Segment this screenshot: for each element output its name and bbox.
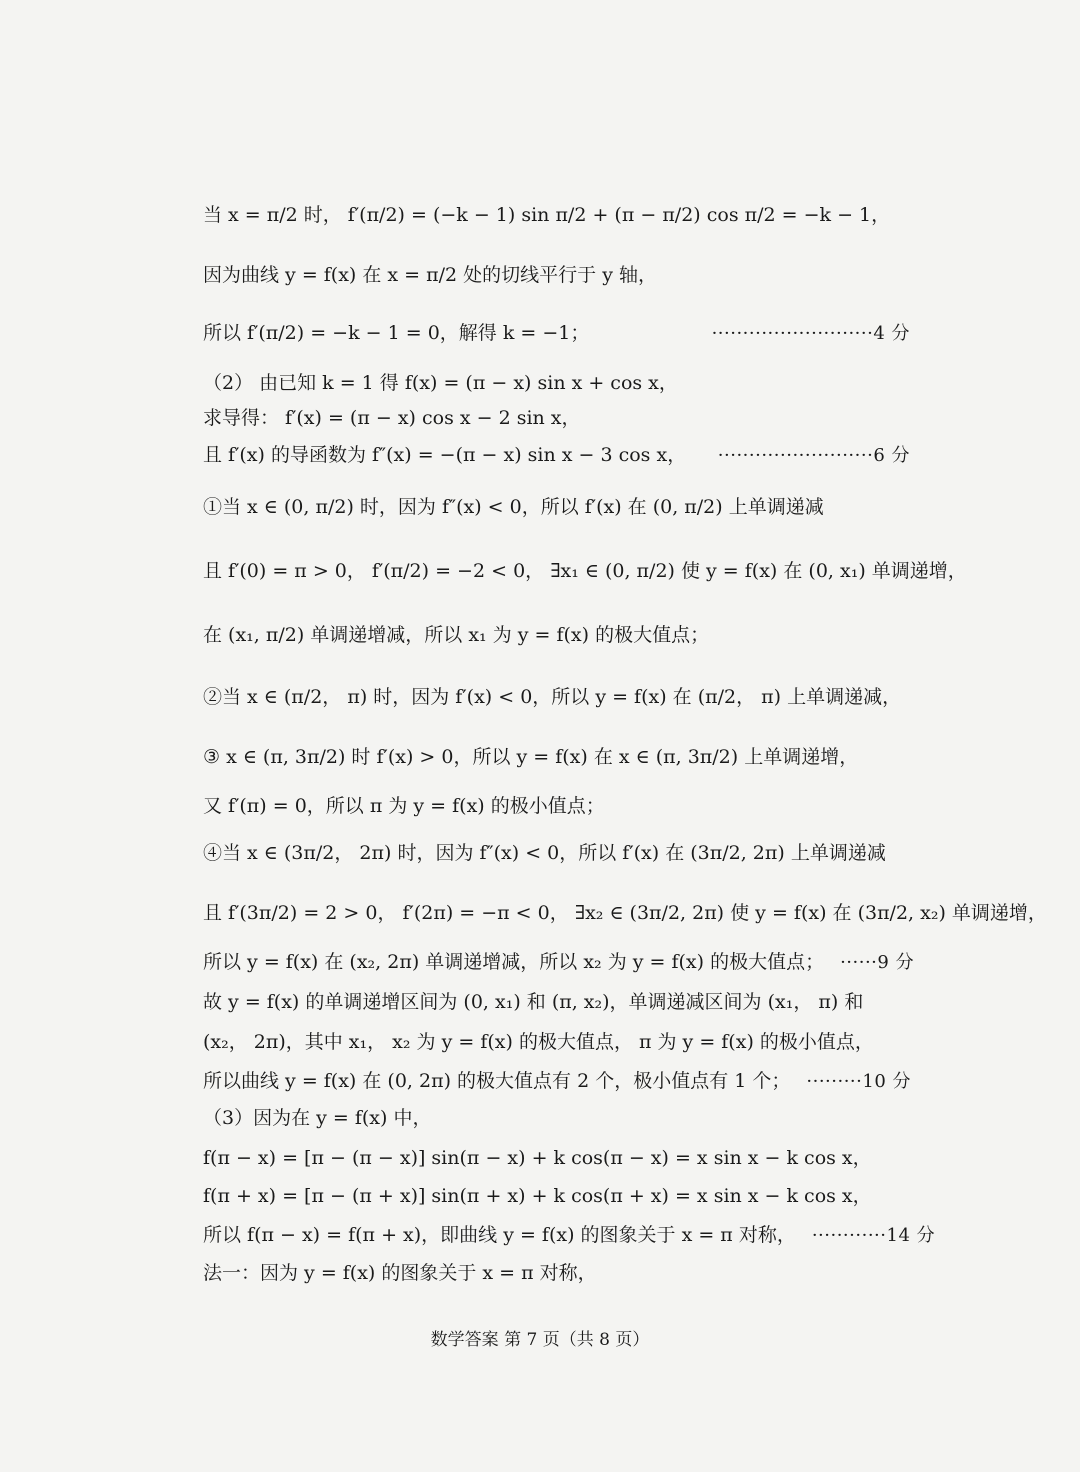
score-marker: ··························4 分 xyxy=(711,322,910,344)
line-text: ①当 x ∈ (0, π/2) 时，因为 f″(x) < 0，所以 f′(x) 在 (0, π/2) 上单调递减 xyxy=(203,496,824,518)
solution-line xyxy=(203,1220,936,1247)
solution-line xyxy=(203,368,910,395)
line-text: 因为曲线 y = f(x) 在 x = π/2 处的切线平行于 y 轴， xyxy=(203,264,657,286)
solution-line xyxy=(203,1258,910,1285)
line-text: ②当 x ∈ (π/2， π) 时，因为 f′(x) < 0，所以 y = f(x) 在 (π/2， π) 上单调递减， xyxy=(203,686,902,708)
line-text: (x₂， 2π)，其中 x₁， x₂ 为 y = f(x) 的极大值点， π 为 y = f(x) 的极小值点， xyxy=(203,1031,874,1053)
solution-line xyxy=(203,556,967,583)
line-text: 且 f′(3π/2) = 2 > 0， f′(2π) = −π < 0， ∃x₂ ∈ (3π/2, 2π) 使 y = f(x) 在 (3π/2, x₂) 单调递增， xyxy=(203,902,1047,924)
line-text: ③ x ∈ (π, 3π/2) 时 f′(x) > 0，所以 y = f(x) 在 x ∈ (π, 3π/2) 上单调递增， xyxy=(203,746,859,768)
page-footer: 数学答案 第 7 页（共 8 页） xyxy=(430,1330,650,1350)
line-text: 又 f′(π) = 0，所以 π 为 y = f(x) 的极小值点； xyxy=(203,795,605,817)
solution-line xyxy=(203,987,910,1014)
line-text: ④当 x ∈ (3π/2， 2π) 时，因为 f″(x) < 0，所以 f′(x) 在 (3π/2, 2π) 上单调递减 xyxy=(203,842,886,864)
line-text: 故 y = f(x) 的单调递增区间为 (0, x₁) 和 (π, x₂)，单调递减区间为 (x₁， π) 和 xyxy=(203,991,864,1013)
solution-line xyxy=(203,403,910,430)
line-text: 法一：因为 y = f(x) 的图象关于 x = π 对称， xyxy=(203,1262,597,1284)
line-text: f(π + x) = [π − (π + x)] sin(π + x) + k cos(π + x) = x sin x − k cos x， xyxy=(203,1185,872,1207)
solution-line xyxy=(203,200,910,227)
line-text: 所以曲线 y = f(x) 在 (0, 2π) 的极大值点有 2 个，极小值点有 1 个； xyxy=(203,1070,791,1092)
solution-line xyxy=(203,947,915,974)
score-marker: ············14 分 xyxy=(811,1224,936,1246)
line-text: 且 f′(x) 的导函数为 f″(x) = −(π − x) sin x − 3 cos x， xyxy=(203,444,687,466)
score-marker: ·························6 分 xyxy=(717,444,910,466)
solution-line xyxy=(203,1103,910,1130)
line-text: 所以 f′(π/2) = −k − 1 = 0，解得 k = −1； xyxy=(203,322,590,344)
solution-line xyxy=(203,260,910,287)
solution-line xyxy=(203,492,910,519)
solution-line xyxy=(203,838,910,865)
score-marker: ·········10 分 xyxy=(806,1070,911,1092)
line-text: 当 x = π/2 时， f′(π/2) = (−k − 1) sin π/2 + (π − π/2) cos π/2 = −k − 1， xyxy=(203,204,891,226)
solution-line xyxy=(203,898,1047,925)
solution-line xyxy=(203,1143,910,1170)
solution-line xyxy=(203,791,910,818)
solution-line xyxy=(203,742,910,769)
solution-line xyxy=(203,1181,910,1208)
line-text: 求导得： f′(x) = (π − x) cos x − 2 sin x， xyxy=(203,407,581,429)
line-text: 且 f′(0) = π > 0， f′(π/2) = −2 < 0， ∃x₁ ∈ (0, π/2) 使 y = f(x) 在 (0, x₁) 单调递增， xyxy=(203,560,967,582)
solution-line xyxy=(203,440,910,467)
line-text: f(π − x) = [π − (π − x)] sin(π − x) + k cos(π − x) = x sin x − k cos x， xyxy=(203,1147,872,1169)
solution-line xyxy=(203,620,910,647)
solution-line xyxy=(203,1027,910,1054)
solution-line xyxy=(203,318,910,345)
solution-line xyxy=(203,682,910,709)
line-text: 所以 y = f(x) 在 (x₂, 2π) 单调递增减，所以 x₂ 为 y = f(x) 的极大值点； xyxy=(203,951,825,973)
score-marker: ······9 分 xyxy=(840,951,915,973)
line-text: 在 (x₁, π/2) 单调递增减，所以 x₁ 为 y = f(x) 的极大值点； xyxy=(203,624,710,646)
line-text: （2） 由已知 k = 1 得 f(x) = (π − x) sin x + cos x， xyxy=(203,372,678,394)
line-text: 所以 f(π − x) = f(π + x)，即曲线 y = f(x) 的图象关于 x = π 对称， xyxy=(203,1224,796,1246)
solution-line xyxy=(203,1066,910,1093)
line-text: （3）因为在 y = f(x) 中， xyxy=(203,1107,432,1129)
